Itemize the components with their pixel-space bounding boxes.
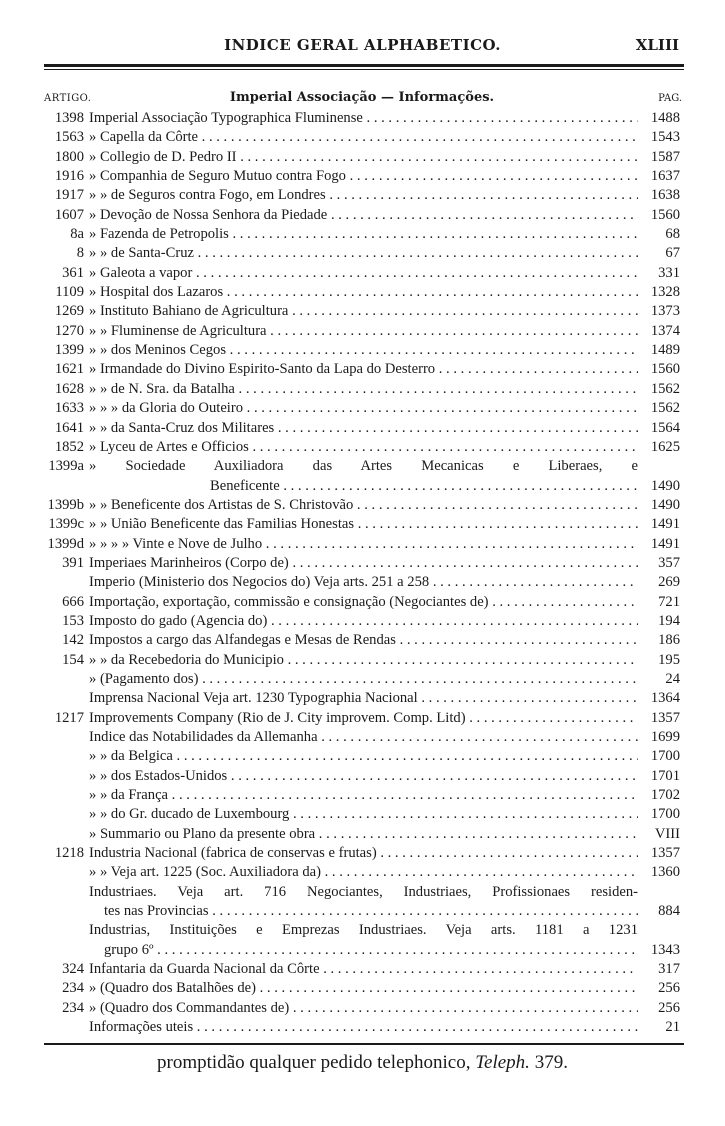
- index-entry: [40, 805, 684, 824]
- entry-article-number: 1270: [54, 322, 84, 339]
- entry-text: » » de Seguros contra Fogo, em Londres . . .: [89, 186, 638, 205]
- entry-article-number: 324: [62, 961, 84, 978]
- index-entry: [40, 283, 684, 302]
- entry-text: Informações uteis . . .: [89, 1018, 638, 1037]
- index-entry: [40, 767, 684, 786]
- index-entry: [40, 786, 684, 805]
- footer-rule: [44, 1043, 684, 1045]
- index-entries: [40, 109, 684, 1038]
- entry-text: Imperial Associação Typographica Fluminense . . .: [89, 109, 638, 128]
- footer-text: promptidão qualquer pedido telephonico,: [157, 1052, 471, 1073]
- entry-article-number: 142: [62, 632, 84, 649]
- entry-page-number: 1701: [650, 767, 680, 784]
- entry-text: » (Quadro dos Batalhões de) . . .: [89, 979, 638, 998]
- entry-text: » Hospital dos Lazaros . . .: [89, 283, 638, 302]
- entry-article-number: 1399: [54, 342, 84, 359]
- entry-article-number: 1399c: [48, 516, 84, 533]
- entry-text: » » do Gr. ducado de Luxembourg . . .: [89, 805, 638, 824]
- index-entry: [40, 244, 684, 263]
- entry-article-number: 1621: [54, 361, 84, 378]
- entry-page-number: 357: [658, 554, 680, 571]
- index-entry: [40, 186, 684, 205]
- entry-text: » Companhia de Seguro Mutuo contra Fogo . . .: [89, 167, 638, 186]
- index-entry: [40, 109, 684, 128]
- entry-page-number: 269: [658, 574, 680, 591]
- entry-text: » » de Santa-Cruz . . .: [89, 244, 638, 263]
- index-entry: [40, 941, 684, 960]
- index-entry: [40, 728, 684, 747]
- column-label-artigo: ARTIGO.: [44, 93, 92, 104]
- entry-article-number: 1800: [54, 148, 84, 165]
- index-entry: [40, 1018, 684, 1037]
- entry-article-number: 391: [62, 554, 84, 571]
- index-entry: [40, 419, 684, 438]
- entry-page-number: 1702: [650, 787, 680, 804]
- column-header: [40, 91, 684, 107]
- page-number: XLIII: [635, 36, 679, 54]
- index-entry: [40, 302, 684, 321]
- entry-text: » » de N. Sra. da Batalha . . .: [89, 380, 638, 399]
- entry-text: Imprensa Nacional Veja art. 1230 Typographia Nacional . . .: [89, 689, 638, 708]
- entry-text: » » dos Estados-Unidos . . .: [89, 767, 638, 786]
- entry-page-number: 68: [665, 226, 680, 243]
- index-entry: [40, 225, 684, 244]
- entry-page-number: 1489: [650, 342, 680, 359]
- footer-number: 379.: [534, 1052, 568, 1073]
- entry-text: » Summario ou Plano da presente obra . . .: [89, 825, 638, 844]
- entry-page-number: 24: [665, 670, 680, 687]
- entry-page-number: 1637: [650, 168, 680, 185]
- entry-page-number: 1491: [650, 516, 680, 533]
- entry-article-number: 361: [62, 264, 84, 281]
- index-entry: [40, 844, 684, 863]
- entry-article-number: 1398: [54, 110, 84, 126]
- index-entry: [40, 360, 684, 379]
- index-entry: [40, 148, 684, 167]
- entry-page-number: VIII: [654, 825, 680, 842]
- entry-page-number: 1638: [650, 187, 680, 204]
- entry-page-number: 331: [658, 264, 680, 281]
- entry-page-number: 1491: [650, 535, 680, 552]
- entry-article-number: 1628: [54, 380, 84, 397]
- index-entry: [40, 380, 684, 399]
- index-entry: [40, 979, 684, 998]
- entry-text: » Lyceu de Artes e Officios . . .: [89, 438, 638, 457]
- footer-line: [0, 1052, 725, 1074]
- index-entry: [40, 863, 684, 882]
- entry-text: grupo 6º . . .: [104, 941, 638, 960]
- entry-text: Industrias, Instituições e Emprezas Industriaes. Veja arts. 1181 a 1231: [89, 922, 638, 939]
- index-entry: [40, 999, 684, 1018]
- entry-text: » » Veja art. 1225 (Soc. Auxiliadora da) . . .: [89, 863, 638, 882]
- entry-text: Imposto do gado (Agencia do) . . .: [89, 612, 638, 631]
- entry-article-number: 1633: [54, 400, 84, 417]
- entry-text: » Irmandade do Divino Espirito-Santo da Lapa do Desterro . . .: [89, 360, 638, 379]
- entry-article-number: 1641: [54, 419, 84, 436]
- index-entry: [40, 921, 684, 940]
- entry-article-number: 8a: [70, 226, 84, 243]
- index-entry: [40, 399, 684, 418]
- entry-page-number: 1490: [650, 477, 680, 494]
- entry-article-number: 1399d: [47, 535, 84, 552]
- entry-text: Impostos a cargo das Alfandegas e Mesas de Rendas . . .: [89, 631, 638, 650]
- entry-text: » (Pagamento dos) . . .: [89, 670, 638, 689]
- entry-text: » Fazenda de Petropolis . . .: [89, 225, 638, 244]
- index-entry: [40, 167, 684, 186]
- entry-page-number: 1625: [650, 438, 680, 455]
- section-title: Imperial Associação — Informações.: [229, 90, 495, 105]
- entry-page-number: 1374: [650, 322, 680, 339]
- entry-page-number: 1357: [650, 845, 680, 862]
- entry-page-number: 1560: [650, 361, 680, 378]
- index-entry: [40, 457, 684, 476]
- entry-text: » » dos Meninos Cegos . . .: [89, 341, 638, 360]
- entry-text: » Galeota a vapor . . .: [89, 264, 638, 283]
- entry-text: » » Fluminense de Agricultura . . .: [89, 322, 638, 341]
- entry-page-number: 721: [658, 593, 680, 610]
- index-entry: [40, 747, 684, 766]
- entry-text: Industriaes. Veja art. 716 Negociantes, Industriaes, Profissionaes residen-: [89, 883, 638, 900]
- index-entry: [40, 612, 684, 631]
- entry-text: » » da França . . .: [89, 786, 638, 805]
- entry-page-number: 67: [665, 245, 680, 262]
- entry-article-number: 153: [62, 612, 84, 629]
- entry-page-number: 256: [658, 980, 680, 997]
- entry-page-number: 1490: [650, 496, 680, 513]
- entry-article-number: 1217: [54, 709, 84, 726]
- index-entry: [40, 128, 684, 147]
- index-entry: [40, 322, 684, 341]
- index-entry: [40, 515, 684, 534]
- entry-article-number: 1109: [55, 284, 84, 301]
- entry-text: » » » da Gloria do Outeiro . . .: [89, 399, 638, 418]
- entry-page-number: 194: [658, 612, 680, 629]
- entry-page-number: 186: [658, 632, 680, 649]
- entry-article-number: 1399b: [47, 496, 84, 513]
- index-entry: [40, 709, 684, 728]
- entry-text: Industria Nacional (fabrica de conservas e frutas) . . .: [89, 844, 638, 863]
- entry-page-number: 195: [658, 651, 680, 668]
- index-entry: [40, 477, 684, 496]
- entry-page-number: 1357: [650, 709, 680, 726]
- entry-text: » Capella da Côrte . . .: [89, 128, 638, 147]
- entry-article-number: 154: [62, 651, 84, 668]
- entry-text: » Sociedade Auxiliadora das Artes Mecanicas e Liberaes, e: [89, 458, 638, 475]
- entry-page-number: 256: [658, 999, 680, 1016]
- entry-article-number: 1399a: [48, 458, 84, 475]
- entry-page-number: 884: [658, 903, 680, 920]
- entry-page-number: 1373: [650, 303, 680, 320]
- entry-text: » » da Recebedoria do Municipio . . .: [89, 651, 638, 670]
- entry-text: Improvements Company (Rio de J. City improvem. Comp. Litd) . . .: [89, 709, 638, 728]
- entry-page-number: 1700: [650, 806, 680, 823]
- entry-text: Importação, exportação, commissão e consignação (Negociantes de) . . .: [89, 593, 638, 612]
- entry-article-number: 234: [62, 980, 84, 997]
- index-entry: [40, 554, 684, 573]
- entry-text: » » Beneficente dos Artistas de S. Christovão . . .: [89, 496, 638, 515]
- entry-page-number: 1700: [650, 748, 680, 765]
- entry-article-number: 1269: [54, 303, 84, 320]
- index-entry: [40, 593, 684, 612]
- entry-page-number: 317: [658, 961, 680, 978]
- entry-text: Infantaria da Guarda Nacional da Côrte . . .: [89, 960, 638, 979]
- entry-article-number: 1218: [54, 845, 84, 862]
- entry-page-number: 1364: [650, 690, 680, 707]
- index-entry: [40, 573, 684, 592]
- entry-text: » Devoção de Nossa Senhora da Piedade . . .: [89, 206, 638, 225]
- entry-article-number: 1916: [54, 168, 84, 185]
- entry-page-number: 1699: [650, 729, 680, 745]
- index-entry: [40, 689, 684, 708]
- entry-page-number: 1560: [650, 206, 680, 223]
- entry-text: » » da Santa-Cruz dos Militares . . .: [89, 419, 638, 438]
- entry-page-number: 1562: [650, 400, 680, 417]
- index-entry: [40, 631, 684, 650]
- entry-article-number: 234: [62, 999, 84, 1016]
- entry-page-number: 1488: [650, 110, 680, 126]
- footer-italic: Teleph.: [475, 1052, 530, 1073]
- entry-page-number: 1328: [650, 284, 680, 301]
- entry-page-number: 1360: [650, 864, 680, 881]
- index-entry: [40, 438, 684, 457]
- entry-page-number: 1343: [650, 941, 680, 958]
- entry-page-number: 1564: [650, 419, 680, 436]
- entry-text: tes nas Provincias . . .: [104, 902, 638, 921]
- entry-article-number: 1852: [54, 438, 84, 455]
- entry-text: Imperio (Ministerio dos Negocios do) Veja arts. 251 a 258 . . .: [89, 573, 638, 592]
- entry-article-number: 8: [76, 245, 84, 262]
- running-header-title: INDICE GERAL ALPHABETICO.: [224, 36, 501, 54]
- index-entry: [40, 651, 684, 670]
- entry-page-number: 1562: [650, 380, 680, 397]
- index-entry: [40, 264, 684, 283]
- index-entry: [40, 341, 684, 360]
- entry-text: Imperiaes Marinheiros (Corpo de) . . .: [89, 554, 638, 573]
- entry-page-number: 1587: [650, 148, 680, 165]
- header-rule: [44, 64, 684, 67]
- entry-text: » Instituto Bahiano de Agricultura . . .: [89, 302, 638, 321]
- index-entry: [40, 670, 684, 689]
- entry-text: » Collegio de D. Pedro II . . .: [89, 148, 638, 167]
- entry-article-number: 1607: [54, 206, 84, 223]
- entry-article-number: 1563: [54, 129, 84, 146]
- entry-text: Indice das Notabilidades da Allemanha . . .: [89, 728, 638, 747]
- entry-article-number: 666: [62, 593, 84, 610]
- index-entry: [40, 825, 684, 844]
- index-entry: [40, 496, 684, 515]
- index-entry: [40, 902, 684, 921]
- entry-text: » » » » Vinte e Nove de Julho . . .: [89, 535, 638, 554]
- entry-text: » » da Belgica . . .: [89, 747, 638, 766]
- entry-text: » » União Beneficente das Familias Honestas . . .: [89, 515, 638, 534]
- entry-page-number: 1543: [650, 129, 680, 146]
- entry-text: Beneficente . . .: [210, 477, 638, 496]
- index-entry: [40, 960, 684, 979]
- index-entry: [40, 883, 684, 902]
- entry-article-number: 1917: [54, 187, 84, 204]
- column-label-pag: PAG.: [658, 93, 682, 104]
- header-rule-thin: [44, 69, 684, 70]
- index-entry: [40, 206, 684, 225]
- index-entry: [40, 535, 684, 554]
- entry-page-number: 21: [665, 1019, 680, 1036]
- entry-text: » (Quadro dos Commandantes de) . . .: [89, 999, 638, 1018]
